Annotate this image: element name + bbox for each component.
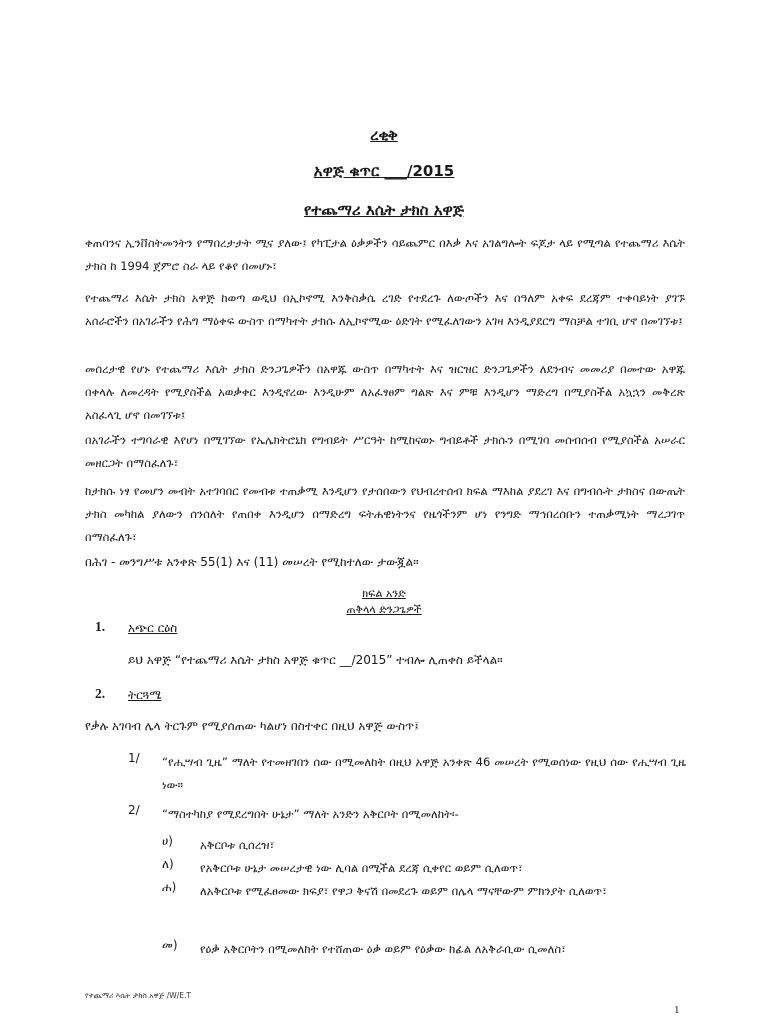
sub-item-a-text: አቅርቦቱ ሲሰረዝ፣: [200, 838, 275, 852]
preamble-paragraph-4: በአገራችን ተግባራዊ እየሆነ በሚገኘው የኤሌክትሮኒክ የግብይት ሥርዓት ከሚከናወኑ ግብይቶች ታክሱን በሚገባ መሰብሰብ የሚያስችል አሠራር መዘርጋት በማስፈለጉ፣: [85, 433, 685, 470]
sub-item-b-text: የአቅርቦቱ ሁኔታ መሠረታዊ ነው ሊባል በሚችል ደረጃ ሲቀየር ወይም ሲለወጥ፣: [200, 861, 523, 875]
preamble-paragraph-2: የተጨማሪ እሴት ታክስ አዋጅ ከወጣ ወዲህ በኢኮኖሚ እንቅስቃሴ ረገድ የተደረጉ ለውጦችን እና በዓለም አቀፍ ደረጃም ተቀባይነት ያገኙ አሰራሮችን በአገራችን የሕግ ማዕቀፍ ውስጥ በማካተት ታክሱ ለኢኮኖሚው ዕድገት የሚፈለገውን አገዛ እንዲያደርግ ማስቻል ተገቢ ሆኖ በመገኘቱ፤: [85, 291, 685, 328]
draft-title: ረቂቅ: [370, 126, 398, 144]
page-footer: የተጨማሪ እሴት ታክስ አዋጅ /W/E.T: [85, 991, 191, 1000]
sub-item-c-text: ለአቅርቦቱ የሚፈፀመው ክፍያ፣ የዋጋ ቅናሽ በመደረጉ ወይም በሌላ ማናቸውም ምክንያት ሲለወጥ፣: [200, 884, 607, 898]
article-1-title: አጭር ርዕስ: [128, 621, 178, 635]
article-1-text: ይህ አዋጅ “የተጨማሪ እሴት ታክስ አዋጅ ቁጥር __/2015” ተብሎ ሊጠቀስ ይችላል።: [128, 653, 503, 667]
preamble-paragraph-1: ቀጠባንና ኢንቨስትመንትን የማበረታታት ሚና ያለው፤ የካፒታል ዕቃዎችን ሳይጨምር በእቃ እና አገልግሎት ፍጆታ ላይ የሚጣል የተጨማሪ እሴት ታክስ ከ 1994 ጀምሮ ስራ ላይ የቆየ በመሆኑ፣: [85, 236, 685, 273]
enactment-clause: በሕገ - መንግሥቱ አንቀጽ 55(1) እና (11) መሠረት የሚከተለው ታውጇል።: [85, 555, 419, 569]
article-2-number: 2.: [95, 686, 106, 701]
proclamation-number: አዋጅ ቁጥር ___/2015: [313, 162, 455, 180]
definition-1-text: “የሒሣብ ጊዜ” ማለት የተመዘገበን ሰው በሚመለከት በዚህ አዋጅ አንቀጽ 46 መሠረት የሚወሰነው የዚህ ሰው የሒሣብ ጊዜ ነው።: [162, 755, 686, 792]
sub-item-d-text: የዕቃ አቅርቦትን በሚመለከት የተሸጠው ዕቃ ወይም የዕቃው ከፊል ለአቅራቢው ሲመለስ፣: [200, 942, 566, 956]
article-2-title: ትርጓሜ: [128, 688, 162, 702]
definition-1-number: 1/: [128, 751, 140, 765]
preamble-paragraph-5: ከታክሱ ነፃ የመሆን መብት አተገባበር የመብቱ ተጠቃሚ እንዲሆን የታሰበውን የህብረተሰብ ክፍል ማእከል ያደረገ እና በግብሱት ታክስና በውጤት ታክስ መካከል ያለውን ሰንሰለት የጠበቀ እንዲሆን በማድረግ ፍትሐዊነትንና የዜጎችንም ሆነ የንግድ ማኅበረሰቡን ተጠቃሚነት ማረጋገጥ በማስፈለጉ፣: [85, 484, 685, 544]
part-title: ክፍል አንድ: [362, 587, 406, 600]
sub-item-b-mark: ለ): [162, 857, 174, 871]
article-2-intro: የቃሉ አገባብ ሌላ ትርጉም የሚያሰጠው ካልሆነ በስተቀር በዚህ አዋጅ ውስጥ፤: [85, 719, 420, 733]
part-subtitle: ጠቅላላ ድንጋጌዎች: [346, 603, 422, 616]
sub-item-c-mark: ሐ): [162, 880, 177, 894]
definition-2-text: “ማስተካከያ የሚደረግበት ሁኔታ” ማለት አንድን አቅርቦት በሚመለከት፡-: [162, 807, 459, 821]
article-1-number: 1.: [95, 619, 106, 634]
sub-item-d-mark: መ): [162, 938, 178, 952]
page-number: 1: [674, 1004, 680, 1016]
proclamation-title: የተጨማሪ እሴት ታክስ አዋጅ: [303, 201, 465, 219]
sub-item-a-mark: ሀ): [162, 834, 173, 848]
preamble-paragraph-3: መሰረታዊ የሆኑ የተጨማሪ እሴት ታክስ ድንጋጌዎችን በአዋጁ ውስጥ በማካተት እና ዝርዝር ድንጋጌዎችን ለደንብና መመሪያ በመተው አዋጁ በቀላሉ ለመረዳት የሚያስችል አወቃቀር እንዲኖረው እንዲሁም ለአፈፃፀም ግልጽ እና ምቹ እንዲሆን ማድረግ በሚያስችል አኳኋን መቅረጽ አስፈላጊ ሆኖ በመገኘቱ፤: [85, 362, 685, 422]
definition-2-number: 2/: [128, 803, 140, 817]
